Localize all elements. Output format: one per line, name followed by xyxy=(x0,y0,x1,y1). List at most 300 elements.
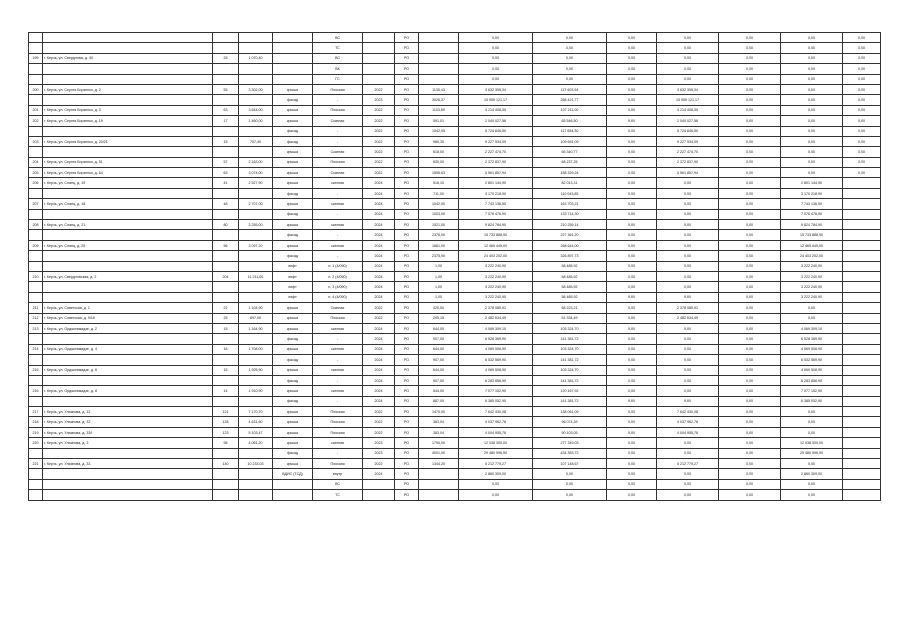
material-cell: скатная xyxy=(313,438,363,448)
funding-cell: РО xyxy=(395,261,419,271)
cost-col-3-cell: 0,00 xyxy=(657,479,719,489)
address-cell: г. Керчь, ул. Сергея Борзенко, д. 2 xyxy=(43,84,213,94)
total-cost-cell: 4 004 955,76 xyxy=(459,427,533,437)
cost-col-3-cell: 2 227 474,70 xyxy=(657,147,719,157)
cost-col-2-cell: 0,00 xyxy=(607,188,657,198)
total-cost-cell: 2 482 634,49 xyxy=(459,313,533,323)
cost-col-3-cell: 0,00 xyxy=(657,230,719,240)
register-table-container xyxy=(28,32,880,501)
total-cost-cell: 2 227 474,70 xyxy=(459,147,533,157)
table-row xyxy=(29,43,881,53)
volume-cell: 3026,37 xyxy=(419,95,459,105)
total-cost-cell: 6 528 369,90 xyxy=(459,334,533,344)
cost-col-4-cell: 0,00 xyxy=(719,282,781,292)
table-row xyxy=(29,469,881,479)
residents-cell xyxy=(213,375,239,385)
material-cell: - xyxy=(313,396,363,406)
material-cell: ВС xyxy=(313,33,363,43)
cost-col-6-cell: 0,00 xyxy=(843,64,881,74)
funding-cell: РО xyxy=(395,417,419,427)
table-row xyxy=(29,209,881,219)
volume-cell: 1042,05 xyxy=(419,126,459,136)
cost-col-1-cell: 107 148,67 xyxy=(533,459,607,469)
residents-cell: 48 xyxy=(213,199,239,209)
work-type-cell: крыша xyxy=(273,84,313,94)
row-number-cell: 219 xyxy=(29,427,43,437)
cost-col-3-cell: 0,00 xyxy=(657,43,719,53)
total-cost-cell: 0,00 xyxy=(459,74,533,84)
funding-cell: РО xyxy=(395,116,419,126)
cost-col-2-cell: 0,00 xyxy=(607,438,657,448)
table-row xyxy=(29,64,881,74)
cost-col-6-cell xyxy=(843,178,881,188)
cost-col-5-cell: 3 222 240,90 xyxy=(781,271,843,281)
cost-col-1-cell: 277 349,03 xyxy=(533,438,607,448)
cost-col-2-cell: 0,00 xyxy=(607,105,657,115)
table-body xyxy=(29,33,881,501)
row-number-cell xyxy=(29,490,43,500)
cost-col-6-cell: 0,00 xyxy=(843,126,881,136)
table-row xyxy=(29,292,881,302)
material-cell: - xyxy=(313,334,363,344)
cost-col-2-cell: 0,00 xyxy=(607,271,657,281)
year-cell: 2024 xyxy=(363,386,395,396)
material-cell: - xyxy=(313,95,363,105)
residents-cell: 25 xyxy=(213,313,239,323)
cost-col-5-cell: 7 743 136,50 xyxy=(781,199,843,209)
total-cost-cell: 12 465 445,00 xyxy=(459,240,533,250)
work-type-cell: крыша xyxy=(273,427,313,437)
cost-col-5-cell: 0,00 xyxy=(781,53,843,63)
residents-cell xyxy=(213,479,239,489)
row-number-cell xyxy=(29,251,43,261)
volume-cell xyxy=(419,53,459,63)
year-cell: 2022 xyxy=(363,459,395,469)
year-cell: 2023 xyxy=(363,448,395,458)
cost-col-2-cell: 0,00 xyxy=(607,479,657,489)
table-row xyxy=(29,355,881,365)
volume-cell: 1003,00 xyxy=(419,209,459,219)
table-row xyxy=(29,344,881,354)
work-type-cell: крыша xyxy=(273,178,313,188)
volume-cell xyxy=(419,490,459,500)
volume-cell: 2376,00 xyxy=(419,230,459,240)
cost-col-6-cell xyxy=(843,479,881,489)
area-cell xyxy=(239,334,273,344)
row-number-cell: 213 xyxy=(29,323,43,333)
cost-col-6-cell xyxy=(843,230,881,240)
volume-cell xyxy=(419,479,459,489)
total-cost-cell: 0,00 xyxy=(459,43,533,53)
material-cell: - xyxy=(313,448,363,458)
funding-cell: РО xyxy=(395,323,419,333)
address-cell: г. Керчь, ул. Сланц, д. 21 xyxy=(43,220,213,230)
work-type-cell: фасад xyxy=(273,188,313,198)
table-row xyxy=(29,84,881,94)
table-row xyxy=(29,240,881,250)
funding-cell: РО xyxy=(395,178,419,188)
material-cell: скатная xyxy=(313,344,363,354)
address-cell: г. Керчь, ул. Ульянова, д. 32 xyxy=(43,417,213,427)
area-cell xyxy=(239,209,273,219)
cost-col-4-cell: 0,00 xyxy=(719,209,781,219)
address-cell: г. Керчь, ул. Советская, д. 1 xyxy=(43,303,213,313)
residents-cell: 18 xyxy=(213,344,239,354)
material-cell: ВС xyxy=(313,53,363,63)
total-cost-cell: 6 283 856,90 xyxy=(459,375,533,385)
residents-cell: 41 xyxy=(213,178,239,188)
residents-cell: 140 xyxy=(213,459,239,469)
funding-cell: РО xyxy=(395,459,419,469)
cost-col-5-cell: 6 532 569,90 xyxy=(781,355,843,365)
cost-col-6-cell xyxy=(843,209,881,219)
funding-cell: РО xyxy=(395,282,419,292)
cost-col-5-cell: 12 465 445,00 xyxy=(781,240,843,250)
cost-col-5-cell: 7 077 152,90 xyxy=(781,386,843,396)
material-cell: - xyxy=(313,188,363,198)
funding-cell: РО xyxy=(395,33,419,43)
funding-cell: РО xyxy=(395,199,419,209)
residents-cell xyxy=(213,147,239,157)
cost-col-4-cell: 0,00 xyxy=(719,438,781,448)
cost-col-5-cell: 6 528 369,90 xyxy=(781,334,843,344)
volume-cell: 630,00 xyxy=(419,157,459,167)
cost-col-5-cell: 4 069 508,90 xyxy=(781,344,843,354)
volume-cell: 644,00 xyxy=(419,323,459,333)
cost-col-3-cell: 5 724 646,50 xyxy=(657,126,719,136)
row-number-cell: 221 xyxy=(29,459,43,469)
year-cell: 2022 xyxy=(363,157,395,167)
cost-col-5-cell: 0,00 xyxy=(781,147,843,157)
row-number-cell xyxy=(29,33,43,43)
total-cost-cell: 2 860 309,00 xyxy=(459,469,533,479)
table-row xyxy=(29,490,881,500)
residents-cell: 128 xyxy=(213,417,239,427)
material-cell: ВК xyxy=(313,64,363,74)
work-type-cell: крыша xyxy=(273,199,313,209)
material-cell: Плоская xyxy=(313,157,363,167)
cost-col-6-cell xyxy=(843,427,881,437)
funding-cell: РО xyxy=(395,292,419,302)
material-cell: Плоская xyxy=(313,407,363,417)
cost-col-3-cell: 0,00 xyxy=(657,469,719,479)
area-cell xyxy=(239,448,273,458)
residents-cell: 121 xyxy=(213,407,239,417)
cost-col-2-cell: 0,00 xyxy=(607,292,657,302)
area-cell xyxy=(239,282,273,292)
year-cell: 2024 xyxy=(363,199,395,209)
cost-col-1-cell: 117 603,54 xyxy=(533,84,607,94)
year-cell: 2024 xyxy=(363,375,395,385)
total-cost-cell: 9 824 784,90 xyxy=(459,220,533,230)
year-cell: 2022 xyxy=(363,126,395,136)
table-row xyxy=(29,448,881,458)
volume-cell: 544,00 xyxy=(419,386,459,396)
material-cell: - xyxy=(313,375,363,385)
cost-col-6-cell: 0,00 xyxy=(843,136,881,146)
cost-col-4-cell: 0,00 xyxy=(719,459,781,469)
cost-col-5-cell: 24 403 202,00 xyxy=(781,251,843,261)
funding-cell: РО xyxy=(395,126,419,136)
cost-col-3-cell: 0,00 xyxy=(657,74,719,84)
cost-col-3-cell: 0,00 xyxy=(657,64,719,74)
row-number-cell xyxy=(29,469,43,479)
cost-col-4-cell: 0,00 xyxy=(719,292,781,302)
total-cost-cell: 6 385 052,90 xyxy=(459,396,533,406)
area-cell: 4 061,20 xyxy=(239,438,273,448)
cost-col-2-cell: 0,00 xyxy=(607,282,657,292)
funding-cell: РО xyxy=(395,136,419,146)
cost-col-3-cell: 0,00 xyxy=(657,448,719,458)
cost-col-2-cell: 0,00 xyxy=(607,209,657,219)
cost-col-2-cell: 0,00 xyxy=(607,417,657,427)
cost-col-1-cell: 434 353,72 xyxy=(533,448,607,458)
table-row xyxy=(29,74,881,84)
residents-cell xyxy=(213,490,239,500)
cost-col-4-cell: 0,00 xyxy=(719,126,781,136)
cost-col-2-cell: 0,00 xyxy=(607,84,657,94)
address-cell xyxy=(43,355,213,365)
cost-col-1-cell: 138 061,09 xyxy=(533,407,607,417)
material-cell: - xyxy=(313,126,363,136)
address-cell: г. Керчь, ул. Орджоникидзе, д. 8 xyxy=(43,386,213,396)
year-cell: 2022 xyxy=(363,136,395,146)
cost-col-4-cell: 0,00 xyxy=(719,427,781,437)
year-cell: 2023 xyxy=(363,95,395,105)
cost-col-5-cell: 7 076 476,90 xyxy=(781,209,843,219)
funding-cell: РО xyxy=(395,334,419,344)
work-type-cell: фасад xyxy=(273,448,313,458)
area-cell: 697,00 xyxy=(239,313,273,323)
cost-col-1-cell: 258 421,77 xyxy=(533,95,607,105)
work-type-cell: крыша xyxy=(273,303,313,313)
cost-col-5-cell: 0,00 xyxy=(781,43,843,53)
volume-cell: 907,00 xyxy=(419,375,459,385)
cost-col-3-cell: 0,00 xyxy=(657,438,719,448)
volume-cell: 644,00 xyxy=(419,344,459,354)
cost-col-1-cell: 103 324,70 xyxy=(533,323,607,333)
address-cell xyxy=(43,126,213,136)
row-number-cell: 205 xyxy=(29,168,43,178)
area-cell: 2 707,00 xyxy=(239,199,273,209)
residents-cell: 56 xyxy=(213,240,239,250)
material-cell: п. 4 (4/090) xyxy=(313,292,363,302)
year-cell: 2022 xyxy=(363,84,395,94)
year-cell: 2022 xyxy=(363,303,395,313)
year-cell: 2024 xyxy=(363,251,395,261)
cost-col-4-cell: 0,00 xyxy=(719,220,781,230)
volume-cell xyxy=(419,43,459,53)
material-cell: скатная xyxy=(313,240,363,250)
volume-cell: 1042,00 xyxy=(419,199,459,209)
volume-cell xyxy=(419,469,459,479)
cost-col-2-cell: 0,00 xyxy=(607,64,657,74)
row-number-cell: 217 xyxy=(29,407,43,417)
material-cell: Скатная xyxy=(313,303,363,313)
material-cell: Скатная xyxy=(313,116,363,126)
table-row xyxy=(29,147,881,157)
total-cost-cell: 0,00 xyxy=(459,479,533,489)
cost-col-4-cell: 0,00 xyxy=(719,303,781,313)
cost-col-1-cell: 0,00 xyxy=(533,469,607,479)
table-row xyxy=(29,427,881,437)
row-number-cell: 214 xyxy=(29,344,43,354)
cost-col-6-cell: 0,00 xyxy=(843,33,881,43)
cost-col-3-cell: 0,00 xyxy=(657,33,719,43)
cost-col-2-cell: 0,00 xyxy=(607,490,657,500)
table-row xyxy=(29,386,881,396)
total-cost-cell: 5 561 857,94 xyxy=(459,168,533,178)
volume-cell: 1,00 xyxy=(419,261,459,271)
residents-cell: 63 xyxy=(213,105,239,115)
work-type-cell xyxy=(273,64,313,74)
cost-col-3-cell: 4 037 962,78 xyxy=(657,417,719,427)
cost-col-6-cell xyxy=(843,271,881,281)
row-number-cell: 210 xyxy=(29,271,43,281)
cost-col-2-cell: 0,00 xyxy=(607,116,657,126)
cost-col-5-cell: 9 824 784,90 xyxy=(781,220,843,230)
area-cell: 3 074,00 xyxy=(239,168,273,178)
cost-col-3-cell: 15 059 121,17 xyxy=(657,95,719,105)
cost-col-1-cell: 141 381,72 xyxy=(533,355,607,365)
residents-cell xyxy=(213,282,239,292)
table-row xyxy=(29,136,881,146)
area-cell xyxy=(239,251,273,261)
cost-col-6-cell: 0,00 xyxy=(843,43,881,53)
total-cost-cell: 4 069 309,10 xyxy=(459,323,533,333)
funding-cell: РО xyxy=(395,230,419,240)
cost-col-6-cell xyxy=(843,323,881,333)
total-cost-cell: 3 222 240,90 xyxy=(459,282,533,292)
work-type-cell: фасад xyxy=(273,136,313,146)
volume-cell: 1596,63 xyxy=(419,168,459,178)
cost-col-5-cell: 3 170 218,90 xyxy=(781,188,843,198)
work-type-cell: фасад xyxy=(273,251,313,261)
cost-col-6-cell xyxy=(843,292,881,302)
cost-col-2-cell: 0,00 xyxy=(607,375,657,385)
volume-cell xyxy=(419,64,459,74)
cost-col-5-cell: 0,00 xyxy=(781,417,843,427)
cost-col-3-cell: 5 227 534,09 xyxy=(657,136,719,146)
cost-col-3-cell: 0,00 xyxy=(657,375,719,385)
cost-col-3-cell: 0,00 xyxy=(657,292,719,302)
cost-col-3-cell: 5 561 857,94 xyxy=(657,168,719,178)
cost-col-6-cell xyxy=(843,220,881,230)
cost-col-2-cell: 0,00 xyxy=(607,147,657,157)
cost-col-6-cell xyxy=(843,386,881,396)
table-row xyxy=(29,323,881,333)
residents-cell: 57 xyxy=(213,157,239,167)
cost-col-1-cell: 109 651,09 xyxy=(533,136,607,146)
area-cell xyxy=(239,396,273,406)
cost-col-2-cell: 0,00 xyxy=(607,459,657,469)
table-row xyxy=(29,438,881,448)
cost-col-3-cell: 0,00 xyxy=(657,386,719,396)
row-number-cell xyxy=(29,282,43,292)
table-row xyxy=(29,271,881,281)
cost-col-3-cell: 0,00 xyxy=(657,199,719,209)
total-cost-cell: 15 733 888,90 xyxy=(459,230,533,240)
table-row xyxy=(29,116,881,126)
address-cell: г. Керчь, ул. Сергея Борзенко, д. 3 xyxy=(43,105,213,115)
cost-col-1-cell: 68 237,25 xyxy=(533,157,607,167)
total-cost-cell: 5 212 775,27 xyxy=(459,459,533,469)
area-cell: 1 104,90 xyxy=(239,303,273,313)
cost-col-5-cell: 0,00 xyxy=(781,427,843,437)
area-cell xyxy=(239,43,273,53)
year-cell: 2024 xyxy=(363,230,395,240)
material-cell: п. 3 (4/090) xyxy=(313,282,363,292)
work-type-cell: крыша xyxy=(273,344,313,354)
table-row xyxy=(29,251,881,261)
cost-col-4-cell: 0,00 xyxy=(719,230,781,240)
residents-cell xyxy=(213,209,239,219)
row-number-cell: 220 xyxy=(29,438,43,448)
total-cost-cell: 7 077 152,90 xyxy=(459,386,533,396)
cost-col-5-cell: 0,00 xyxy=(781,116,843,126)
cost-col-3-cell: 0,00 xyxy=(657,209,719,219)
cost-col-1-cell: 268 644,00 xyxy=(533,240,607,250)
address-cell xyxy=(43,469,213,479)
material-cell: ГС xyxy=(313,74,363,84)
cost-col-1-cell: 58 485,92 xyxy=(533,271,607,281)
cost-col-3-cell: 0,00 xyxy=(657,178,719,188)
work-type-cell: крыша xyxy=(273,105,313,115)
cost-col-1-cell: 120 167,92 xyxy=(533,386,607,396)
cost-col-4-cell: 0,00 xyxy=(719,147,781,157)
material-cell: Плоская xyxy=(313,313,363,323)
residents-cell xyxy=(213,64,239,74)
cost-col-6-cell xyxy=(843,490,881,500)
row-number-cell xyxy=(29,448,43,458)
table-row xyxy=(29,282,881,292)
address-cell xyxy=(43,261,213,271)
year-cell: 2024 xyxy=(363,209,395,219)
address-cell: г. Керчь, ул. Свердлова, д. 40 xyxy=(43,53,213,63)
cost-col-5-cell: 4 069 508,90 xyxy=(781,365,843,375)
area-cell: 2 527,90 xyxy=(239,178,273,188)
year-cell: 2024 xyxy=(363,344,395,354)
work-type-cell xyxy=(273,479,313,489)
work-type-cell: фасад xyxy=(273,95,313,105)
work-type-cell: лифт xyxy=(273,271,313,281)
address-cell: г. Керчь, ул. Сергея Борзенко, д. 20/21 xyxy=(43,136,213,146)
cost-col-5-cell: 2 801 144,90 xyxy=(781,178,843,188)
material-cell: Плоская xyxy=(313,84,363,94)
funding-cell: РО xyxy=(395,95,419,105)
volume-cell: 2375,90 xyxy=(419,251,459,261)
volume-cell: 591,01 xyxy=(419,116,459,126)
residents-cell xyxy=(213,230,239,240)
table-row xyxy=(29,157,881,167)
cost-col-6-cell xyxy=(843,448,881,458)
residents-cell: 15 xyxy=(213,323,239,333)
total-cost-cell: 0,00 xyxy=(459,490,533,500)
funding-cell: РО xyxy=(395,448,419,458)
area-cell: 1 708,00 xyxy=(239,344,273,354)
table-row xyxy=(29,188,881,198)
area-cell xyxy=(239,95,273,105)
work-type-cell: крыша xyxy=(273,220,313,230)
table-row xyxy=(29,396,881,406)
cost-col-2-cell: 0,00 xyxy=(607,313,657,323)
table-row xyxy=(29,178,881,188)
volume-cell: 1661,00 xyxy=(419,240,459,250)
residents-cell xyxy=(213,469,239,479)
work-type-cell: крыша xyxy=(273,459,313,469)
cost-col-4-cell: 0,00 xyxy=(719,365,781,375)
area-cell xyxy=(239,375,273,385)
